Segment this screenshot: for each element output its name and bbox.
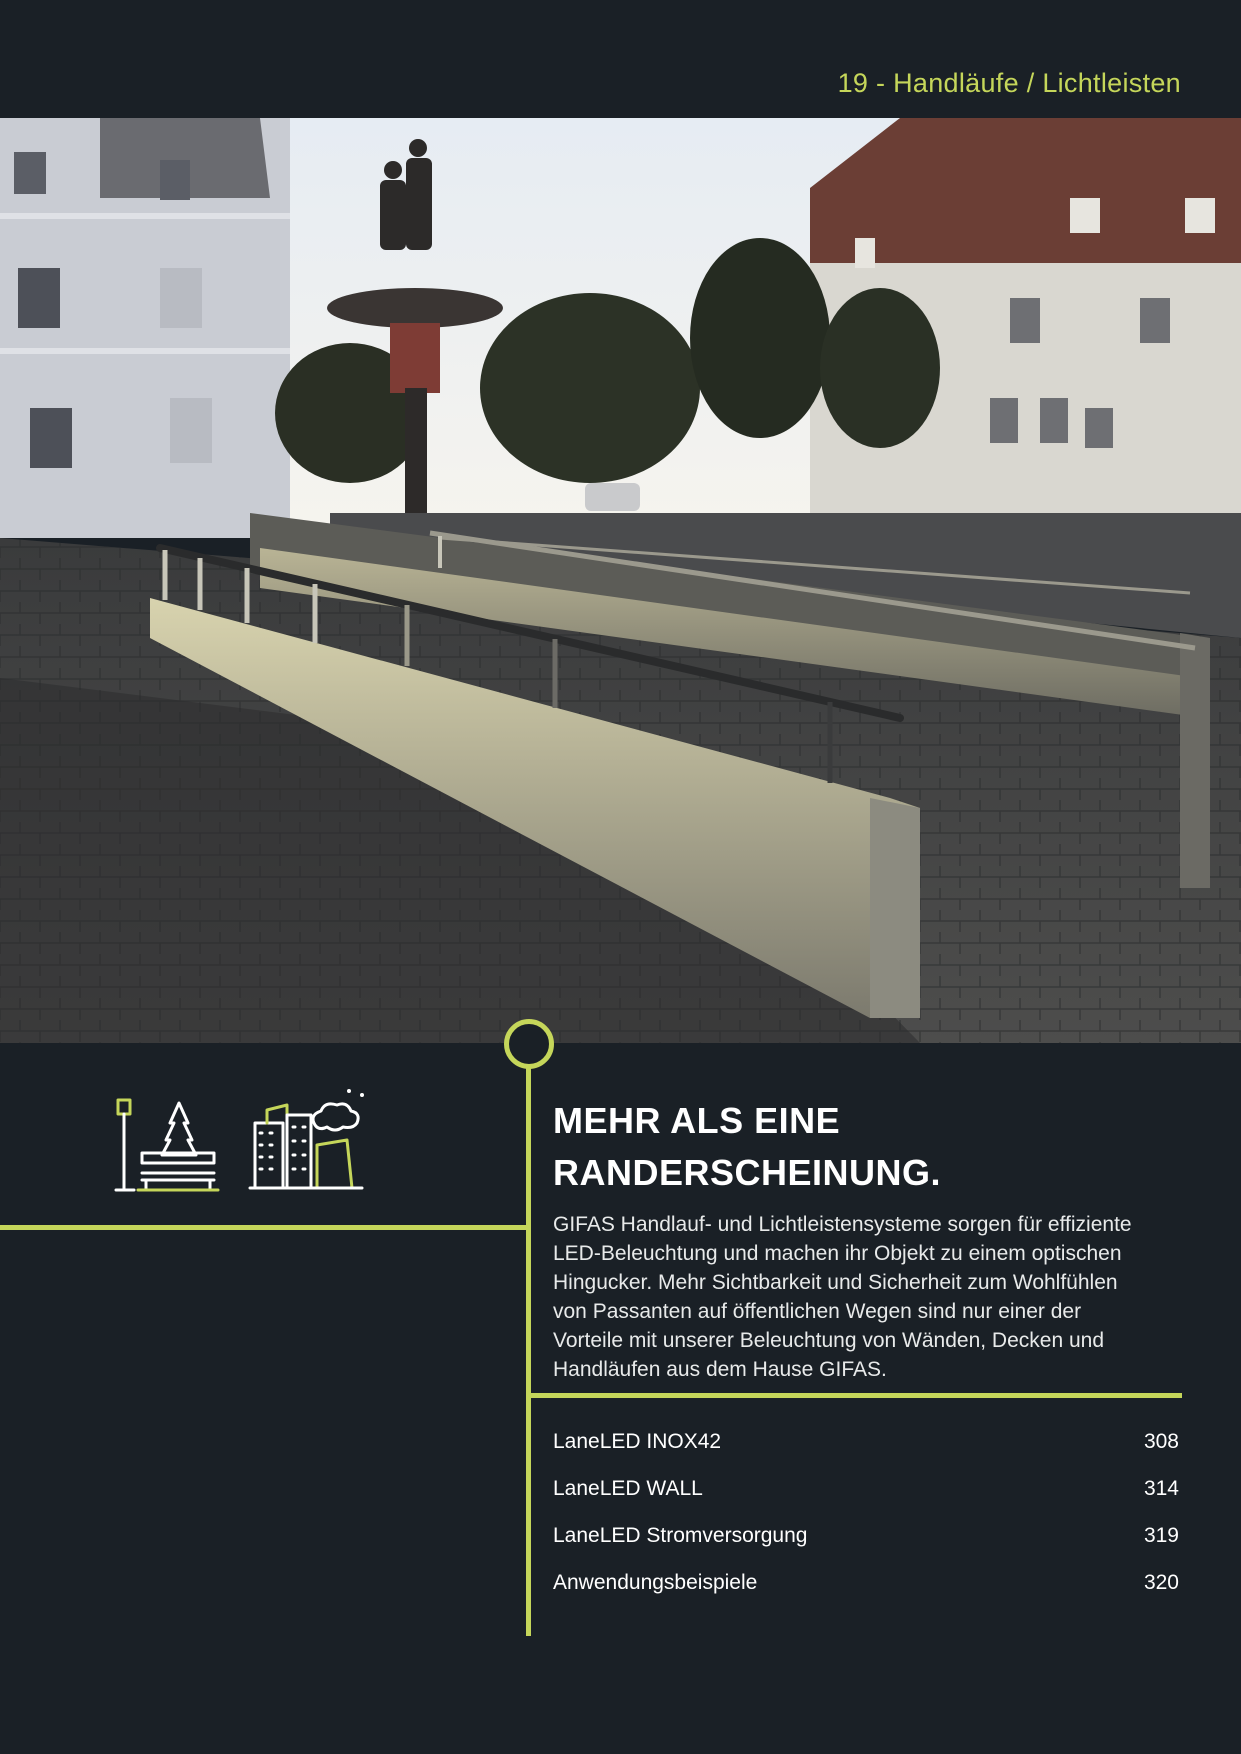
category-icons <box>112 1085 372 1200</box>
toc-entry-label: LaneLED INOX42 <box>553 1430 722 1453</box>
vertical-accent-line <box>526 1064 531 1636</box>
paragraph-line: Hingucker. Mehr Sichtbarkeit und Sicherheit zum Wohlfühlen <box>553 1271 1118 1294</box>
paragraph-line: von Passanten auf öffentlichen Wegen sind nur einer der <box>553 1300 1082 1323</box>
paragraph-line: Handläufen aus dem Hause GIFAS. <box>553 1358 887 1381</box>
page-title: 19 - Handläufe / Lichtleisten <box>837 68 1181 98</box>
paragraph-line: LED-Beleuchtung und machen ihr Objekt zu einem optischen <box>553 1242 1122 1265</box>
street-lamp-bench-icon <box>116 1100 218 1190</box>
city-buildings-icon <box>250 1089 364 1188</box>
toc-entry-stromversorgung[interactable] <box>553 1524 1179 1571</box>
intro-paragraph <box>553 1210 1193 1384</box>
toc-entry-page: 308 <box>1143 1430 1179 1453</box>
horizontal-accent-line-right <box>528 1393 1182 1398</box>
toc-entry-inox42[interactable] <box>553 1430 1179 1477</box>
toc-entry-label: LaneLED WALL <box>553 1477 703 1500</box>
toc-entry-page: 320 <box>1143 1571 1179 1594</box>
toc-entry-label: Anwendungsbeispiele <box>553 1571 758 1594</box>
toc-entry-anwendungsbeispiele[interactable] <box>553 1571 1179 1618</box>
table-of-contents <box>553 1430 1179 1618</box>
paragraph-line: Vorteile mit unserer Beleuchtung von Wänden, Decken und <box>553 1329 1104 1352</box>
headline-line-1: MEHR ALS EINE <box>553 1100 841 1141</box>
toc-entry-label: LaneLED Stromversorgung <box>553 1524 808 1547</box>
timeline-marker <box>504 1019 554 1069</box>
toc-entry-page: 319 <box>1143 1524 1179 1547</box>
paragraph-line: GIFAS Handlauf- und Lichtleistensysteme sorgen für effiziente <box>553 1213 1132 1236</box>
headline-line-2: RANDERSCHEINUNG. <box>553 1152 942 1193</box>
toc-entry-page: 314 <box>1143 1477 1179 1500</box>
horizontal-accent-line-left <box>0 1225 528 1230</box>
section-headline <box>553 1095 1193 1199</box>
hero-photo <box>0 118 1241 1043</box>
toc-entry-wall[interactable] <box>553 1477 1179 1524</box>
